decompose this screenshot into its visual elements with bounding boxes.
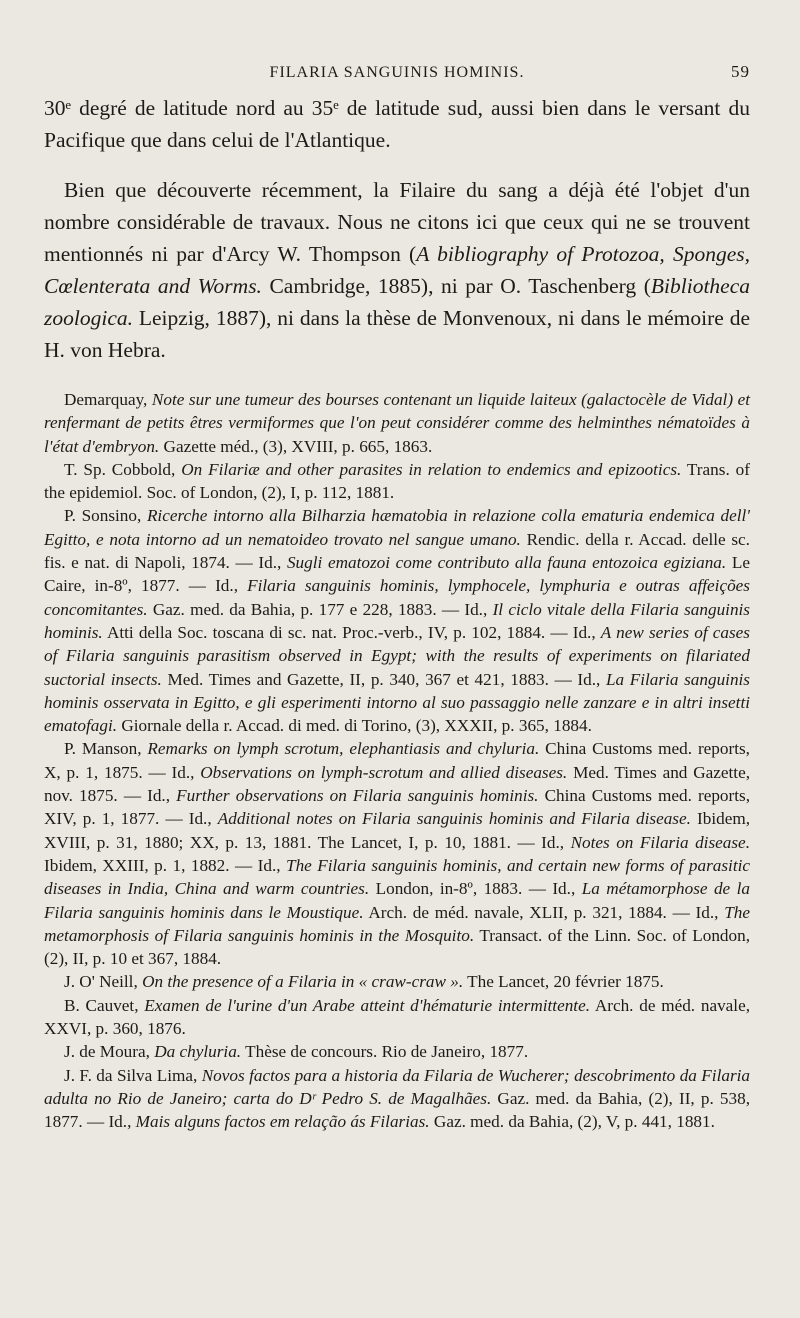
continuation-paragraph: 30ᵉ degré de latitude nord au 35ᵉ de latitude sud, aussi bien dans le versant du Pacifique que dans celui de l'Atlantique.: [44, 96, 750, 152]
reference-entry: P. Manson, Remarks on lymph scrotum, elephantiasis and chyluria. China Customs med. reports, X, p. 1, 1875. — Id., Observations on lymph-scrotum and allied diseases. Med. Times and Gazette, nov. 1875. — Id., Further observations on Filaria sanguinis hominis. China Customs med. reports, XIV, p. 1, 1877. — Id., Additional notes on Filaria sanguinis hominis and Filaria disease. Ibidem, XVIII, p. 31, 1880; XX, p. 13, 1881. The Lancet, I, p. 10, 1881. — Id., Notes on Filaria disease. Ibidem, XXIII, p. 1, 1882. — Id., The Filaria sanguinis hominis, and certain new forms of parasitic diseases in India, China and warm countries. London, in-8º, 1883. — Id., La métamorphose de la Filaria sanguinis hominis dans le Moustique. Arch. de méd. navale, XLII, p. 321, 1884. — Id., The metamorphosis of Filaria sanguinis hominis in the Mosquito. Transact. of the Linn. Soc. of London, (2), II, p. 10 et 367, 1884.: [44, 739, 751, 969]
reference-entry: Demarquay, Note sur une tumeur des bourses contenant un liquide laiteux (galactocèle de Vidal) et renfermant de petits êtres vermiformes que l'on peut considérer comme des helminthes nématoïdes à l'état d'embryon. Gazette méd., (3), XVIII, p. 665, 1863.: [44, 390, 750, 456]
bibliography: [44, 388, 750, 1134]
reference-entry: J. F. da Silva Lima, Novos factos para a historia da Filaria de Wucherer; descobrimento da Filaria adulta no Rio de Janeiro; carta do Dʳ Pedro S. de Magalhães. Gaz. med. da Bahia, (2), II, p. 538, 1877. — Id., Mais alguns factos em relação ás Filarias. Gaz. med. da Bahia, (2), V, p. 441, 1881.: [44, 1065, 751, 1132]
page-number: 59: [731, 62, 750, 81]
reference-entry: J. O' Neill, On the presence of a Filaria in « craw-craw ». The Lancet, 20 février 1875.: [64, 972, 664, 992]
reference-entry: B. Cauvet, Examen de l'urine d'un Arabe atteint d'hématurie intermittente. Arch. de méd. navale, XXVI, p. 360, 1876.: [44, 995, 750, 1039]
reference-entry: J. de Moura, Da chyluria. Thèse de concours. Rio de Janeiro, 1877.: [64, 1042, 529, 1062]
running-title: FILARIA SANGUINIS HOMINIS.: [269, 64, 525, 81]
intro-text: [44, 92, 750, 366]
reference-entry: P. Sonsino, Ricerche intorno alla Bilharzia hæmatobia in relazione colla ematuria endemica dell' Egitto, e nota intorno ad un nematoideo trovato nel sangue umano. Rendic. della r. Accad. delle sc. fis. e nat. di Napoli, 1874. — Id., Sugli ematozoi come contributo alla fauna entozoica egiziana. Le Caire, in-8º, 1877. — Id., Filaria sanguinis hominis, lymphocele, lymphuria e outras affeições concomitantes. Gaz. med. da Bahia, p. 177 e 228, 1883. — Id., Il ciclo vitale della Filaria sanguinis hominis. Atti della Soc. toscana di sc. nat. Proc.-verb., IV, p. 102, 1884. — Id., A new series of cases of Filaria sanguinis parasitism observed in Egypt; with the results of experiments on filariated suctorial insects. Med. Times and Gazette, II, p. 340, 367 et 421, 1883. — Id., La Filaria sanguinis hominis osservata in Egitto, e gli esperimenti intorno al suo passaggio nelle zanzare e in altri insetti ematofagi. Giornale della r. Accad. di med. di Torino, (3), XXXII, p. 365, 1884.: [44, 506, 750, 736]
reference-entry: T. Sp. Cobbold, On Filariæ and other parasites in relation to endemics and epizootics. Trans. of the epidemiol. Soc. of London, (2), I, p. 112, 1881.: [44, 459, 750, 503]
running-header: [44, 58, 750, 88]
intro-paragraph: Bien que découverte récemment, la Filaire du sang a déjà été l'objet d'un nombre considérable de travaux. Nous ne citons ici que ceux qui ne se trouvent mentionnés ni par d'Arcy W. Thompson (A bibliography of Protozoa, Sponges, Cœlenterata and Worms. Cambridge, 1885), ni par O. Taschenberg (Bibliotheca zoologica. Leipzig, 1887), ni dans la thèse de Monvenoux, ni dans le mémoire de H. von Hebra.: [44, 178, 751, 362]
